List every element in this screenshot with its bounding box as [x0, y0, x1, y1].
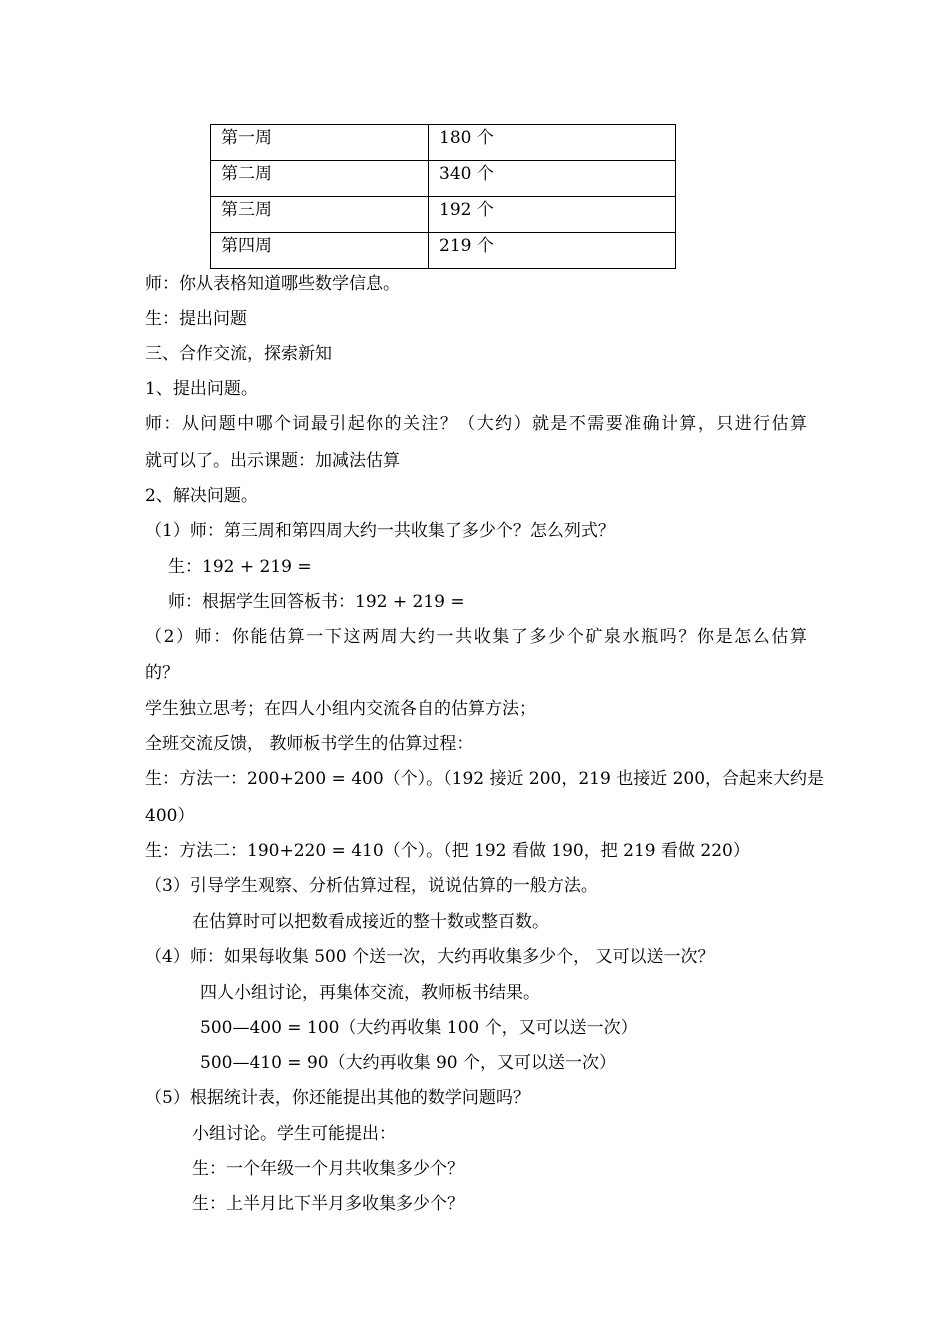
text-line: 生：方法一：200+200 = 400（个）。（192 接近 200，219 也接近 200，合起来大约是: [145, 769, 825, 789]
text-line: 400）: [145, 806, 195, 826]
table-row: [211, 125, 676, 161]
count-cell: 180 个: [429, 125, 676, 161]
table-row: [211, 197, 676, 233]
week-cell: 第三周: [211, 197, 429, 233]
text-line: 生：上半月比下半月多收集多少个？: [192, 1194, 464, 1214]
text-line: （3）引导学生观察、分析估算过程，说说估算的一般方法。: [145, 876, 598, 896]
text-line: 四人小组讨论，再集体交流，教师板书结果。: [200, 983, 540, 1003]
week-cell: 第二周: [211, 161, 429, 197]
week-cell: 第一周: [211, 125, 429, 161]
text-line: 在估算时可以把数看成接近的整十数或整百数。: [192, 912, 549, 932]
text-line: （4）师：如果每收集 500 个送一次，大约再收集多少个， 又可以送一次？: [145, 947, 715, 967]
text-line: 生：提出问题: [145, 309, 247, 329]
text-line: （5）根据统计表，你还能提出其他的数学问题吗？: [145, 1088, 530, 1108]
text-line: 生：方法二：190+220 = 410（个）。（把 192 看做 190，把 219 看做 220）: [145, 841, 750, 861]
text-line: 师：根据学生回答板书：192 + 219 =: [168, 592, 465, 612]
text-line: 全班交流反馈， 教师板书学生的估算过程：: [145, 734, 474, 754]
text-line: 生：一个年级一个月共收集多少个？: [192, 1159, 464, 1179]
count-cell: 219 个: [429, 233, 676, 269]
text-line: 师：从问题中哪个词最引起你的关注？（大约）就是不需要准确计算，只进行估算: [145, 414, 807, 434]
text-line: 的？: [145, 663, 179, 683]
count-cell: 340 个: [429, 161, 676, 197]
text-line: 学生独立思考；在四人小组内交流各自的估算方法；: [145, 699, 536, 719]
table-row: [211, 233, 676, 269]
text-line: 500—400 = 100（大约再收集 100 个，又可以送一次）: [200, 1018, 638, 1038]
text-line: 就可以了。出示课题：加减法估算: [145, 451, 400, 471]
text-line: （1）师：第三周和第四周大约一共收集了多少个？怎么列式？: [145, 521, 615, 541]
weekly-collection-table: [210, 124, 676, 269]
text-line: 500—410 = 90（大约再收集 90 个，又可以送一次）: [200, 1053, 617, 1073]
count-cell: 192 个: [429, 197, 676, 233]
text-line: 师：你从表格知道哪些数学信息。: [145, 274, 400, 294]
subsection-heading: 2、解决问题。: [145, 486, 258, 506]
subsection-heading: 1、提出问题。: [145, 379, 258, 399]
text-line: 小组讨论。学生可能提出：: [192, 1124, 396, 1144]
table-row: [211, 161, 676, 197]
text-line: 生：192 + 219 =: [168, 557, 312, 577]
text-line: （2）师：你能估算一下这两周大约一共收集了多少个矿泉水瓶吗？你是怎么估算: [145, 627, 807, 647]
section-heading: 三、合作交流，探索新知: [145, 344, 332, 364]
week-cell: 第四周: [211, 233, 429, 269]
